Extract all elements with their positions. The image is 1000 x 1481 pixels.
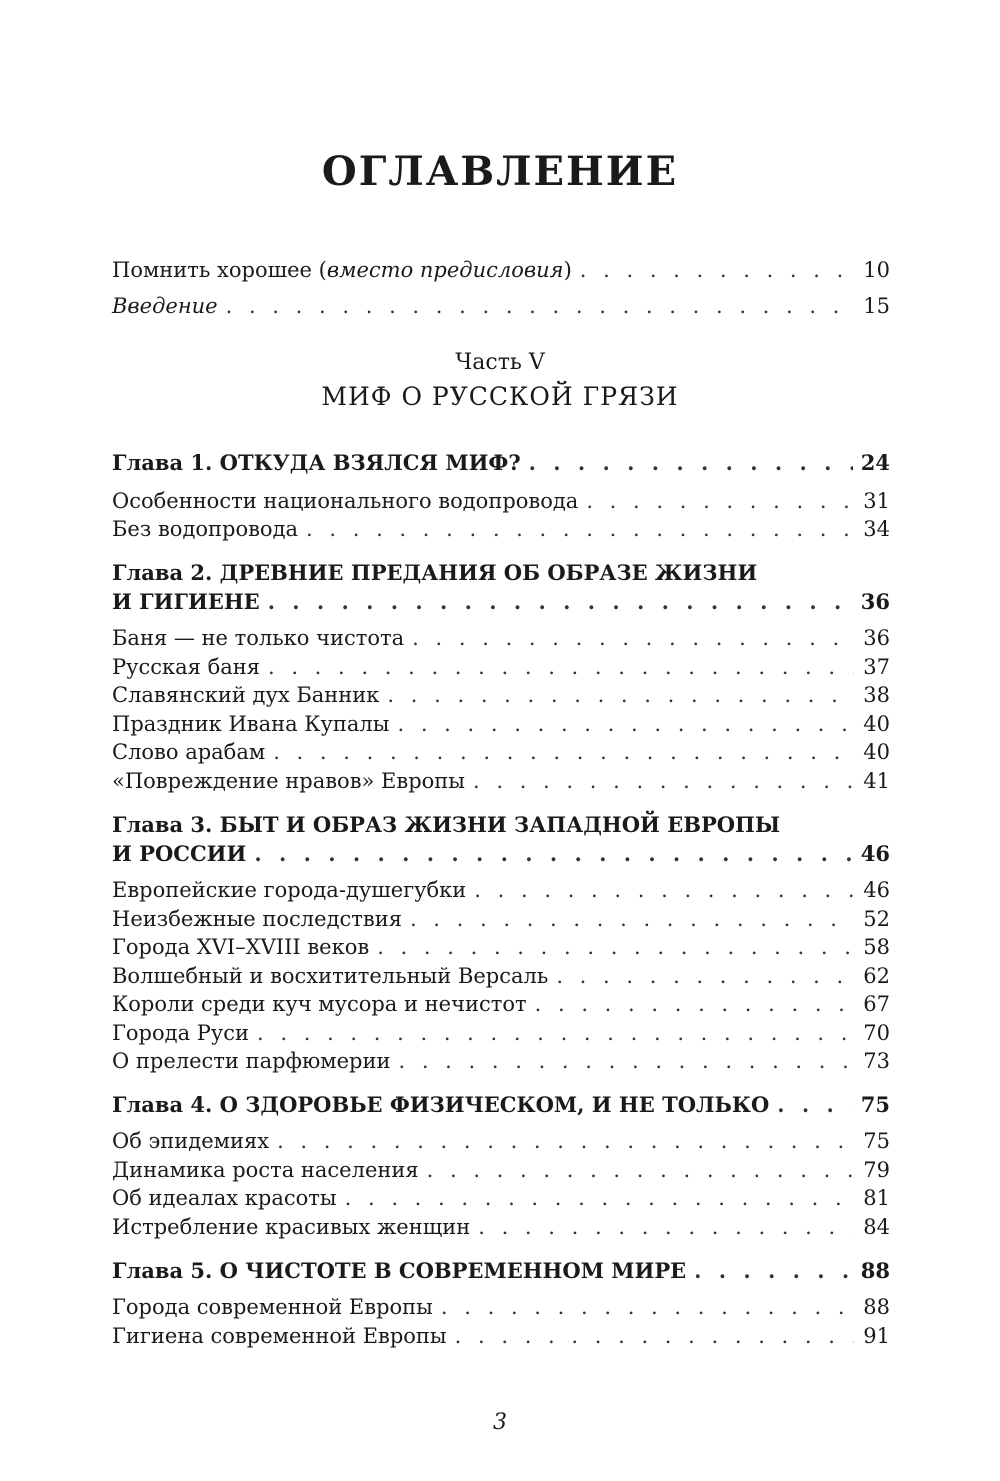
toc-entry-title: Помнить хорошее (вместо предисловия) (112, 258, 572, 282)
chapter-title-line[interactable]: Глава 3. БЫТ И ОБРАЗ ЖИЗНИ ЗАПАДНОЙ ЕВРОПЫ (112, 812, 781, 837)
leader-dots (694, 1258, 853, 1284)
section-title: Баня — не только чистота (112, 626, 405, 650)
section-title: Короли среди куч мусора и нечистот (112, 992, 527, 1016)
toc-entry-title: Введение (112, 294, 218, 318)
leader-dots (268, 589, 853, 615)
leader-dots (410, 906, 854, 932)
toc-entry-introduction[interactable] (112, 293, 890, 319)
section-title: Русская баня (112, 655, 260, 679)
toc-section[interactable] (112, 906, 890, 932)
toc-section[interactable] (112, 768, 890, 794)
leader-dots (580, 257, 854, 283)
toc-page-number: 41 (863, 769, 890, 793)
page-title: ОГЛАВЛЕНИЕ (321, 148, 679, 195)
leader-dots (473, 768, 854, 794)
toc-section[interactable] (112, 654, 890, 680)
toc-section[interactable] (112, 739, 890, 765)
section-title: Европейские города-душегубки (112, 878, 467, 902)
toc-page-number: 37 (863, 655, 890, 679)
section-title: Истребление красивых женщин (112, 1215, 471, 1239)
leader-dots (412, 625, 854, 651)
section-title: Особенности национального водопровода (112, 489, 579, 513)
toc-page-number: 62 (863, 964, 890, 988)
section-title: О прелести парфюмерии (112, 1049, 391, 1073)
leader-dots (306, 516, 854, 542)
toc-page-number: 88 (860, 1258, 890, 1283)
toc-section[interactable] (112, 877, 890, 903)
toc-page-number: 40 (863, 740, 890, 764)
leader-dots (427, 1157, 854, 1183)
leader-dots (556, 963, 854, 989)
leader-dots (254, 841, 852, 867)
page-number: 3 (493, 1410, 507, 1435)
toc-section[interactable] (112, 1185, 890, 1211)
part-label: Часть V (455, 350, 545, 375)
section-title: Города современной Европы (112, 1295, 433, 1319)
toc-page-number: 91 (863, 1324, 890, 1348)
toc-page-number: 58 (863, 935, 890, 959)
toc-section[interactable] (112, 1048, 890, 1074)
toc-page-number: 67 (863, 992, 890, 1016)
leader-dots (277, 1128, 854, 1154)
section-title: Праздник Ивана Купалы (112, 712, 390, 736)
toc-section[interactable] (112, 991, 890, 1017)
chapter-title: Глава 1. ОТКУДА ВЗЯЛСЯ МИФ? (112, 450, 521, 475)
toc-page-number: 52 (863, 907, 890, 931)
toc-page-number: 70 (863, 1021, 890, 1045)
toc-section[interactable] (112, 1128, 890, 1154)
toc-page-number: 46 (863, 878, 890, 902)
toc-section[interactable] (112, 1157, 890, 1183)
toc-chapter-1[interactable] (112, 450, 890, 476)
leader-dots (777, 1092, 852, 1118)
leader-dots (226, 293, 854, 319)
section-title: Волшебный и восхитительный Версаль (112, 964, 549, 988)
toc-page-number: 31 (863, 489, 890, 513)
toc-page-number: 88 (863, 1295, 890, 1319)
toc-page-number: 10 (863, 258, 890, 282)
toc-page-number: 84 (863, 1215, 890, 1239)
leader-dots (455, 1323, 854, 1349)
toc-chapter-2[interactable] (112, 589, 890, 615)
chapter-title: Глава 4. О ЗДОРОВЬЕ ФИЗИЧЕСКОМ, И НЕ ТОЛЬКО (112, 1092, 770, 1117)
toc-page-number: 75 (860, 1092, 890, 1117)
toc-page-number: 15 (863, 294, 890, 318)
toc-page-number: 36 (860, 589, 890, 614)
toc-page-number: 34 (863, 517, 890, 541)
chapter-title: И РОССИИ (112, 841, 247, 866)
toc-page-number: 79 (863, 1158, 890, 1182)
section-title: Об эпидемиях (112, 1129, 270, 1153)
section-title: Города Руси (112, 1021, 250, 1045)
leader-dots (268, 654, 854, 680)
leader-dots (586, 488, 854, 514)
leader-dots (345, 1185, 854, 1211)
section-title: Славянский дух Банник (112, 683, 380, 707)
section-title: Динамика роста населения (112, 1158, 419, 1182)
toc-page-number: 46 (860, 841, 890, 866)
toc-section[interactable] (112, 488, 890, 514)
toc-section[interactable] (112, 934, 890, 960)
toc-entry-foreword[interactable] (112, 257, 890, 283)
section-title: «Повреждение нравов» Европы (112, 769, 465, 793)
section-title: Гигиена современной Европы (112, 1324, 447, 1348)
toc-page-number: 36 (863, 626, 890, 650)
toc-section[interactable] (112, 1214, 890, 1240)
part-title: МИФ О РУССКОЙ ГРЯЗИ (321, 382, 679, 411)
toc-section[interactable] (112, 1323, 890, 1349)
toc-section[interactable] (112, 711, 890, 737)
toc-page-number: 24 (860, 450, 890, 475)
toc-page-number: 40 (863, 712, 890, 736)
leader-dots (474, 877, 854, 903)
toc-page-number: 81 (863, 1186, 890, 1210)
section-title: Без водопровода (112, 517, 299, 541)
toc-chapter-5[interactable] (112, 1258, 890, 1284)
leader-dots (387, 682, 854, 708)
section-title: Слово арабам (112, 740, 266, 764)
toc-section[interactable] (112, 682, 890, 708)
leader-dots (535, 991, 854, 1017)
leader-dots (478, 1214, 854, 1240)
leader-dots (397, 711, 854, 737)
leader-dots (377, 934, 854, 960)
chapter-title-line[interactable]: Глава 2. ДРЕВНИЕ ПРЕДАНИЯ ОБ ОБРАЗЕ ЖИЗНИ (112, 560, 758, 585)
leader-dots (441, 1294, 854, 1320)
chapter-title: И ГИГИЕНЕ (112, 589, 260, 614)
toc-section[interactable] (112, 1294, 890, 1320)
section-title: Неизбежные последствия (112, 907, 402, 931)
leader-dots (273, 739, 854, 765)
leader-dots (529, 450, 853, 476)
section-title: Города XVI–XVIII веков (112, 935, 370, 959)
leader-dots (257, 1020, 854, 1046)
leader-dots (398, 1048, 854, 1074)
toc-chapter-4[interactable] (112, 1092, 890, 1118)
toc-chapter-3[interactable] (112, 841, 890, 867)
toc-section[interactable] (112, 963, 890, 989)
toc-section[interactable] (112, 516, 890, 542)
toc-section[interactable] (112, 1020, 890, 1046)
toc-page-number: 73 (863, 1049, 890, 1073)
toc-page-number: 75 (863, 1129, 890, 1153)
section-title: Об идеалах красоты (112, 1186, 337, 1210)
chapter-title: Глава 5. О ЧИСТОТЕ В СОВРЕМЕННОМ МИРЕ (112, 1258, 687, 1283)
toc-section[interactable] (112, 625, 890, 651)
toc-page-number: 38 (863, 683, 890, 707)
